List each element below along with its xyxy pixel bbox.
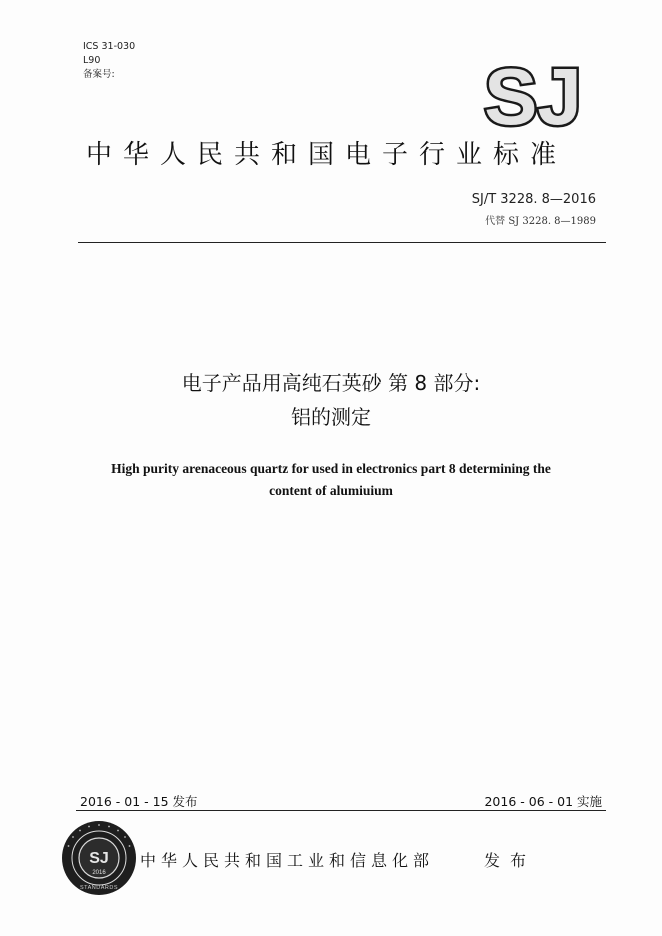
- sj-logo-text: SJ: [484, 58, 582, 132]
- classification-block: [83, 40, 135, 82]
- class-code: L90: [83, 55, 101, 66]
- seal-ring-text: STANDARDS: [79, 885, 119, 891]
- replaces-standard: 代替 SJ 3228. 8—1989: [485, 216, 596, 227]
- record-number: 备案号:: [83, 69, 115, 80]
- standard-number-block: [472, 192, 596, 227]
- chinese-title: [0, 366, 662, 434]
- issuing-ministry: 中华人民共和国工业和信息化部: [140, 851, 435, 870]
- english-title-line2: content of alumiuium: [269, 483, 393, 498]
- bottom-divider: [76, 810, 606, 811]
- sj-logo: [478, 58, 588, 132]
- ics-code: ICS 31-030: [83, 41, 136, 52]
- chinese-title-line1: 电子产品用高纯石英砂 第 8 部分:: [181, 371, 481, 395]
- seal-year: 2016: [92, 870, 106, 876]
- implementation-date: 2016 - 06 - 01 实施: [484, 794, 602, 809]
- issue-date: 2016 - 01 - 15 发布: [80, 794, 198, 809]
- industry-standard-heading: 中华人民共和国电子行业标准: [86, 140, 568, 170]
- standards-seal-icon: [60, 819, 138, 897]
- seal-center-text: SJ: [89, 850, 109, 867]
- top-divider: [78, 242, 606, 243]
- chinese-title-line2: 铝的测定: [291, 405, 371, 429]
- publish-label: 发布: [484, 851, 537, 870]
- english-title: [40, 458, 622, 502]
- english-title-line1: High purity arenaceous quartz for used in electronics part 8 determining the: [111, 461, 551, 476]
- standard-number: SJ/T 3228. 8—2016: [471, 192, 596, 207]
